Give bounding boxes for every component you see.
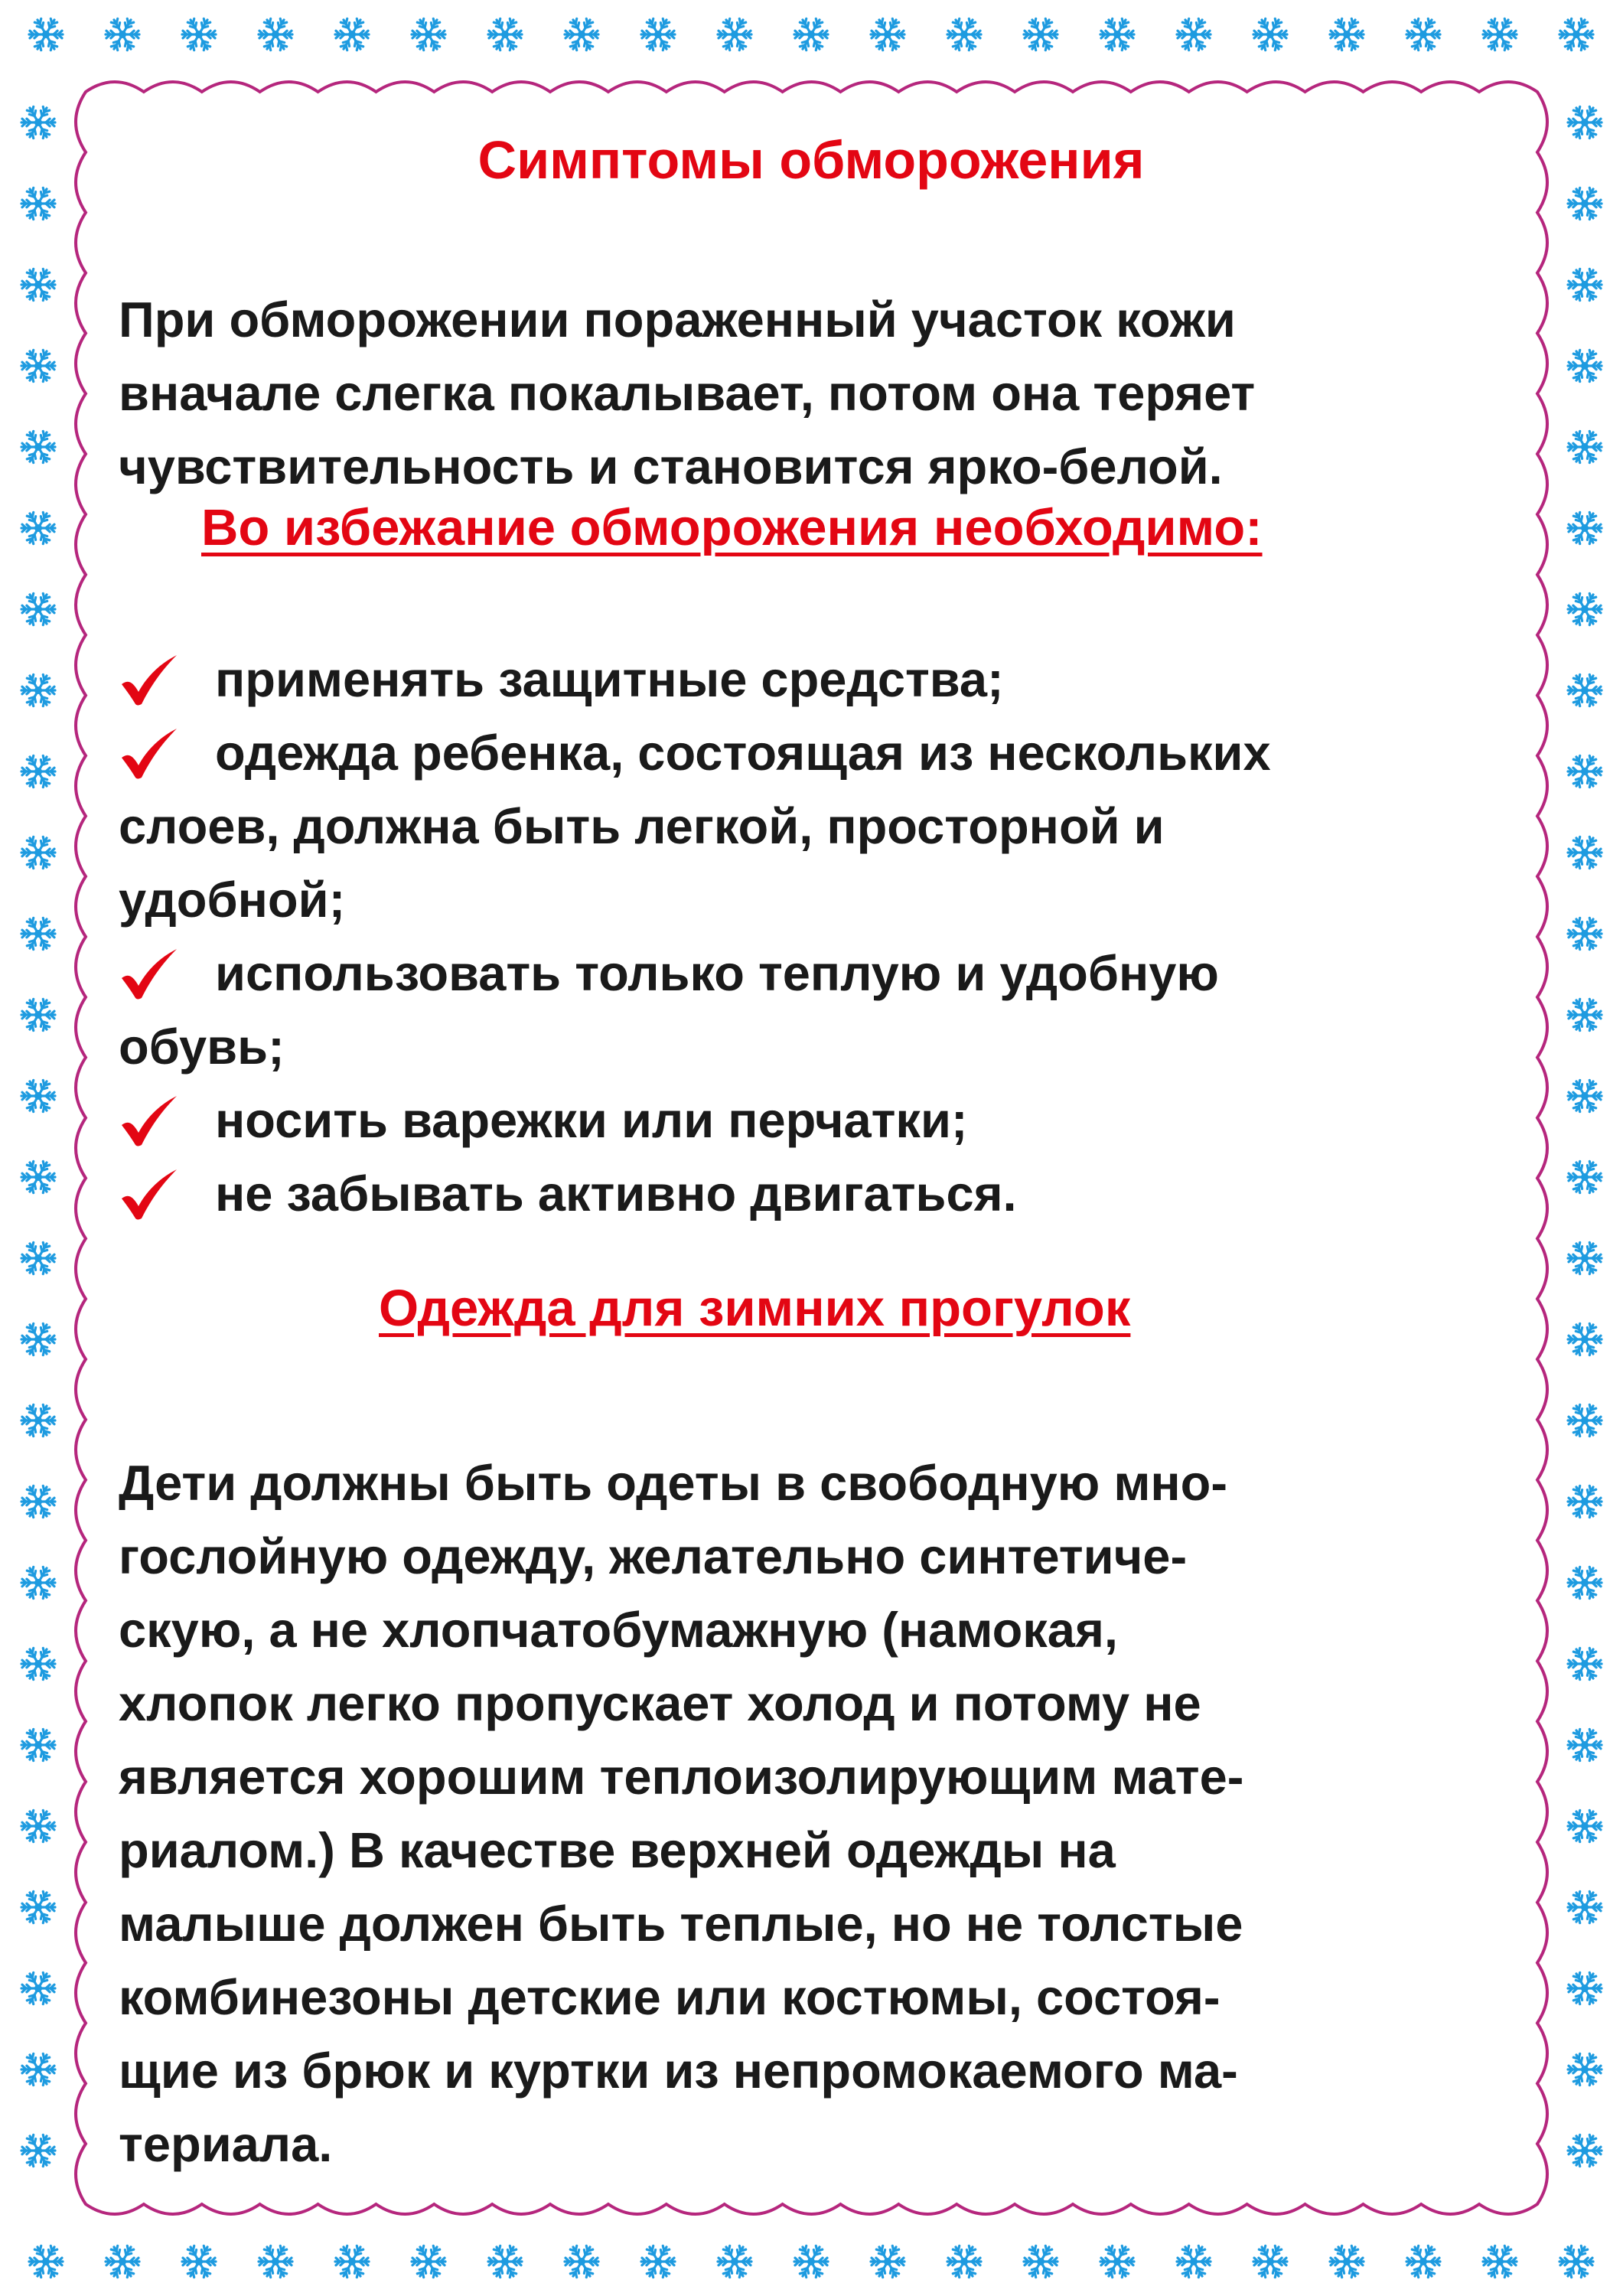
check-icon: [119, 1094, 178, 1148]
list-item-text: обувь;: [119, 1019, 285, 1075]
clothing-line: скую, а не хлопчатобумажную (намокая,: [119, 1602, 1118, 1658]
clothing-line: гослойную одежду, желательно синтетиче-: [119, 1528, 1188, 1584]
clothing-line: является хорошим теплоизолирующим мате-: [119, 1749, 1244, 1805]
list-item: [119, 790, 1519, 863]
clothing-line: комбинезоны детские или костюмы, состоя-: [119, 1969, 1221, 2025]
list-item-text: носить варежки или перчатки;: [215, 1092, 968, 1148]
clothing-line: щие из брюк и куртки из непромокаемого ма-: [119, 2043, 1238, 2099]
list-item-text: одежда ребенка, состоящая из нескольких: [215, 725, 1271, 781]
intro-line: вначале слегка покалывает, потом она теряет: [119, 365, 1256, 421]
poster-content: [119, 115, 1504, 2174]
page-title: Симптомы обморожения: [477, 130, 1145, 190]
clothing-line: риалом.) В качестве верхней одежды на: [119, 1822, 1116, 1878]
list-item-text: использовать только теплую и удобную: [215, 945, 1219, 1001]
clothing-line: Дети должны быть одеты в свободную мно-: [119, 1455, 1228, 1511]
list-item: [119, 863, 1519, 937]
intro-paragraph: [119, 283, 1511, 504]
intro-line: При обморожении пораженный участок кожи: [119, 292, 1236, 347]
check-icon: [119, 654, 178, 707]
clothing-line: териала.: [119, 2116, 333, 2172]
list-item-text: слоев, должна быть легкой, просторной и: [119, 798, 1165, 854]
check-icon: [119, 1168, 178, 1221]
list-item-text: применять защитные средства;: [215, 651, 1004, 707]
clothing-paragraph: [119, 1446, 1511, 2181]
clothing-heading: Одежда для зимних прогулок: [379, 1280, 1131, 1337]
check-icon: [119, 947, 178, 1001]
list-item: [119, 1010, 1519, 1084]
prevention-heading: Во избежание обморожения необходимо:: [201, 499, 1263, 556]
intro-line: чувствительность и становится ярко-белой.: [119, 439, 1223, 494]
list-item-text: удобной;: [119, 872, 346, 928]
clothing-line: малыше должен быть теплые, но не толстые: [119, 1896, 1243, 1952]
clothing-line: хлопок легко пропускает холод и потому не: [119, 1675, 1201, 1731]
list-item-text: не забывать активно двигаться.: [215, 1166, 1017, 1221]
check-icon: [119, 727, 178, 781]
